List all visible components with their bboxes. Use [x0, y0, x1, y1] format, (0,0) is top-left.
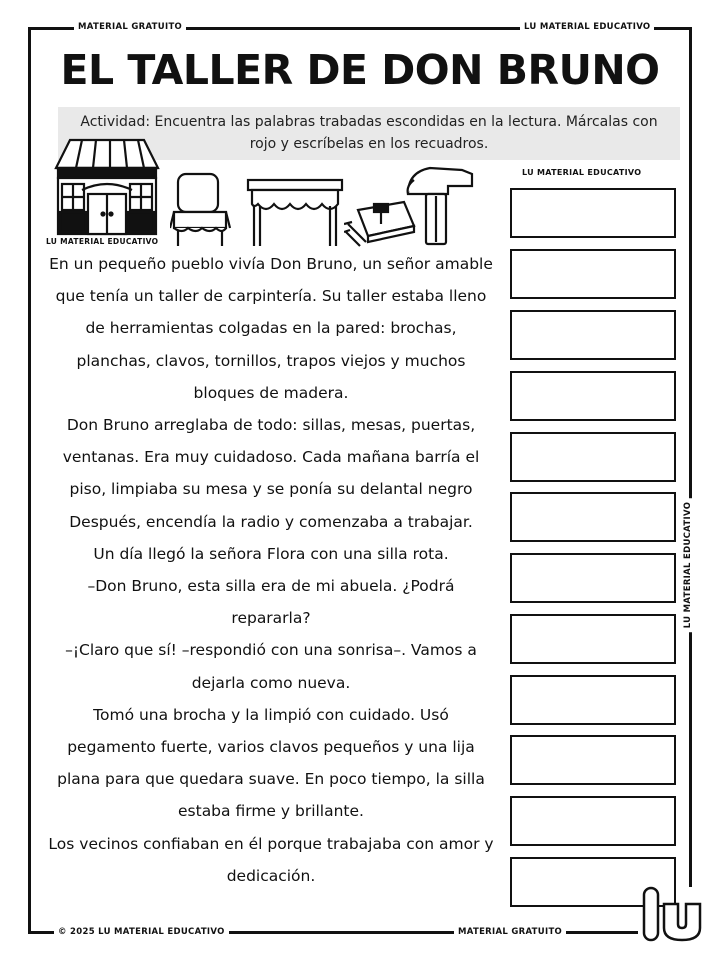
answer-box-7[interactable]	[510, 553, 676, 603]
frame-left	[28, 27, 31, 934]
instructions-box: Actividad: Encuentra las palabras trabadas escondidas en la lectura. Márcalas con rojo y escríbelas en los recuadros.	[58, 107, 680, 160]
footer-right-tag: MATERIAL GRATUITO	[454, 927, 566, 937]
answer-box-6[interactable]	[510, 492, 676, 542]
story-paragraph: Tomó una brocha y la limpió con cuidado. Usó pegamento fuerte, varios clavos pequeños y una lija plana para que quedara suave. En poco tiempo, la silla estaba firme y brillante.	[57, 705, 485, 821]
hammer-icon	[404, 164, 474, 246]
story-paragraph: Un día llegó la señora Flora con una silla rota.	[93, 544, 449, 563]
lu-logo	[640, 884, 702, 944]
frame-right	[689, 27, 692, 887]
chair-icon	[170, 172, 232, 248]
answer-box-1[interactable]	[510, 188, 676, 238]
answer-box-3[interactable]	[510, 310, 676, 360]
story-paragraph: Don Bruno arreglaba de todo: sillas, mesas, puertas, ventanas. Era muy cuidadoso. Cada mañana barría el piso, limpiaba su mesa y se ponía su delantal negro Después, encendía la radio y comenzaba a trabajar.	[62, 416, 480, 531]
story-text	[48, 248, 494, 892]
page-title: EL TALLER DE DON BRUNO	[60, 46, 660, 94]
answer-box-5[interactable]	[510, 432, 676, 482]
answer-box-2[interactable]	[510, 249, 676, 299]
story-paragraph: En un pequeño pueblo vivía Don Bruno, un señor amable que tenía un taller de carpintería. Su taller estaba lleno de herramientas colgadas en la pared: brochas, planchas, clavos, tornillos, trapos viejos y muchos bloques de madera.	[49, 255, 493, 402]
answer-panel-label: LU MATERIAL EDUCATIVO	[522, 168, 642, 177]
answer-box-4[interactable]	[510, 371, 676, 421]
story-paragraph: Los vecinos confiaban en él porque trabajaba con amor y dedicación.	[48, 834, 494, 885]
header-right-tag: LU MATERIAL EDUCATIVO	[520, 22, 654, 32]
header-left-tag: MATERIAL GRATUITO	[74, 22, 186, 32]
footer-left-tag: © 2025 LU MATERIAL EDUCATIVO	[54, 927, 229, 937]
side-label: LU MATERIAL EDUCATIVO	[683, 498, 693, 632]
answer-box-9[interactable]	[510, 675, 676, 725]
illustrations-caption: LU MATERIAL EDUCATIVO	[46, 237, 159, 246]
table-icon	[246, 178, 344, 248]
answer-box-8[interactable]	[510, 614, 676, 664]
answer-box-11[interactable]	[510, 796, 676, 846]
story-paragraph: –Don Bruno, esta silla era de mi abuela. ¿Podrá repararla?	[87, 577, 455, 628]
shop-icon	[52, 138, 162, 236]
story-paragraph: –¡Claro que sí! –respondió con una sonrisa–. Vamos a dejarla como nueva.	[65, 641, 477, 692]
answer-box-10[interactable]	[510, 735, 676, 785]
